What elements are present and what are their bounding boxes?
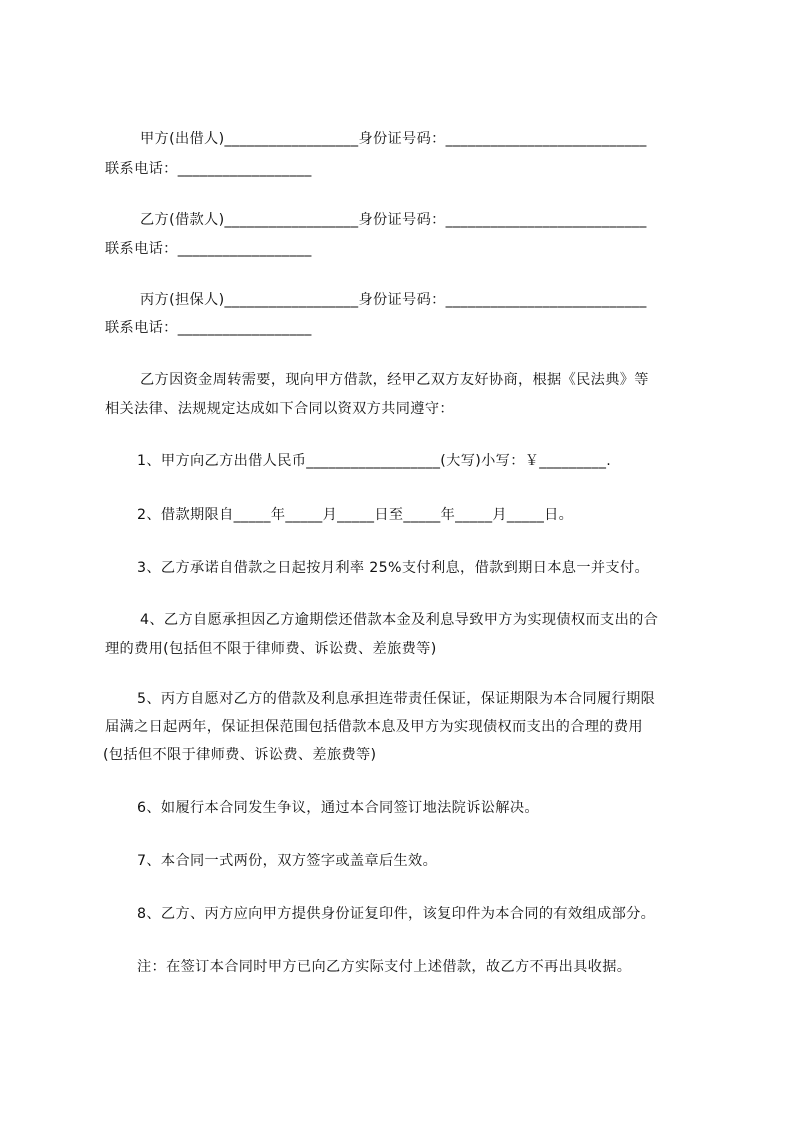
- clause-6: 6、如履行本合同发生争议，通过本合同签订地法院诉讼解决。: [137, 800, 539, 816]
- clause-5-line-3: (包括但不限于律师费、诉讼费、差旅费等): [103, 747, 377, 763]
- clause-7: 7、本合同一式两份，双方签字或盖章后生效。: [137, 853, 438, 869]
- party-c-phone: 联系电话：__________________: [105, 320, 312, 336]
- intro-line-1: 乙方因资金周转需要，现向甲方借款，经甲乙双方友好协商，根据《民法典》等: [140, 372, 649, 388]
- party-a-phone: 联系电话：__________________: [105, 161, 312, 177]
- note-text: 注：在签订本合同时甲方已向乙方实际支付上述借款，故乙方不再出具收据。: [137, 959, 632, 975]
- clause-1: 1、甲方向乙方出借人民币__________________(大写)小写：￥_________.: [137, 453, 612, 469]
- party-b-line: 乙方(借款人)__________________身份证号码：___________________________: [140, 212, 647, 228]
- party-c-line: 丙方(担保人)__________________身份证号码：___________________________: [140, 292, 647, 308]
- clause-3: 3、乙方承诺自借款之日起按月利率 25%支付利息，借款到期日本息一并支付。: [137, 560, 650, 576]
- clause-5-line-2: 届满之日起两年，保证担保范围包括借款本息及甲方为实现债权而支出的合理的费用: [105, 719, 643, 735]
- intro-line-2: 相关法律、法规规定达成如下合同以资双方共同遵守：: [105, 401, 454, 417]
- party-b-phone: 联系电话：__________________: [105, 241, 312, 257]
- clause-4-line-2: 理的费用(包括但不限于律师费、诉讼费、差旅费等): [105, 641, 437, 657]
- party-a-line: 甲方(出借人)__________________身份证号码：___________________________: [140, 131, 647, 147]
- clause-8: 8、乙方、丙方应向甲方提供身份证复印件，该复印件为本合同的有效组成部分。: [137, 906, 656, 922]
- clause-5-line-1: 5、丙方自愿对乙方的借款及利息承担连带责任保证，保证期限为本合同履行期限: [137, 691, 656, 707]
- clause-4-line-1: 4、乙方自愿承担因乙方逾期偿还借款本金及利息导致甲方为实现债权而支出的合: [140, 612, 659, 628]
- clause-2: 2、借款期限自_____年_____月_____日至_____年_____月_____日。: [137, 507, 574, 523]
